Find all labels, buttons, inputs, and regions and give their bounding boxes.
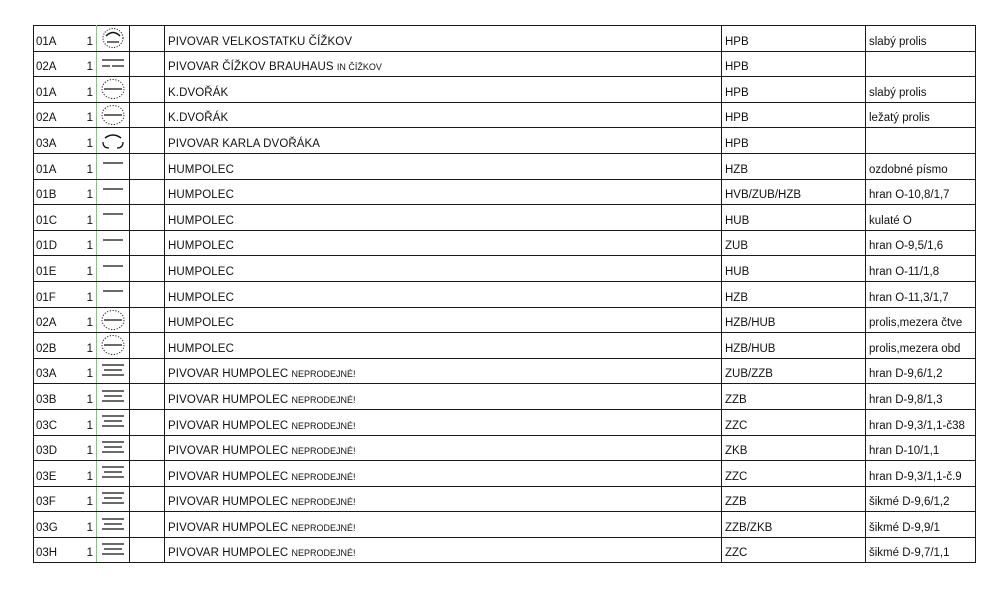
row-note [866,51,976,77]
row-name-main: PIVOVAR HUMPOLEC [168,393,289,406]
row-name [165,26,722,52]
oval-dotted-line-icon [97,308,129,332]
row-name-sub: NEPRODEJNÉ! [291,497,356,508]
row-name-sub: IN ČÍŽKOV [336,62,382,73]
row-name-sub: NEPRODEJNÉ! [291,446,356,457]
row-code: 03A [34,358,72,384]
row-note: kulaté O [866,205,976,231]
row-name [165,461,722,487]
row-type: HPB [722,26,866,52]
empty-cell [130,409,165,435]
row-name-main: HUMPOLEC [168,317,234,330]
row-note: hran O-11,3/1,7 [866,281,976,307]
row-quantity: 1 [72,205,97,231]
arc-icon [97,129,129,153]
row-code: 03B [34,384,72,410]
table-row [34,153,976,179]
row-note: prolis,mezera čtve [866,307,976,333]
row-name [165,384,722,410]
single-line-icon [97,180,129,204]
row-quantity: 1 [72,333,97,359]
row-type: ZZB [722,384,866,410]
row-code: 03H [34,537,72,563]
row-quantity: 1 [72,128,97,154]
table-row [34,256,976,282]
row-type: HVB/ZUB/HZB [722,179,866,205]
table-row [34,128,976,154]
row-quantity: 1 [72,435,97,461]
empty-cell [130,77,165,103]
oval-circle-icon [97,26,129,50]
catalog-body [34,26,976,563]
row-note: hran D-9,6/1,2 [866,358,976,384]
row-name [165,153,722,179]
row-name-main: HUMPOLEC [168,163,234,176]
empty-cell [130,486,165,512]
row-code: 01E [34,256,72,282]
row-name-main: PIVOVAR HUMPOLEC [168,368,289,381]
row-type: HZB [722,153,866,179]
row-note: šikmé D-9,9/1 [866,512,976,538]
row-name [165,205,722,231]
row-quantity: 1 [72,409,97,435]
row-code: 03D [34,435,72,461]
table-row [34,26,976,52]
row-note: hran O-10,8/1,7 [866,179,976,205]
empty-cell [130,281,165,307]
empty-cell [130,51,165,77]
single-line-icon [97,205,129,229]
row-code: 03A [34,128,72,154]
row-note: hran D-9,8/1,3 [866,384,976,410]
row-code: 03F [34,486,72,512]
empty-cell [130,333,165,359]
row-quantity: 1 [72,537,97,563]
row-name-main: K.DVOŘÁK [168,86,229,99]
row-note: hran O-11/1,8 [866,256,976,282]
row-name [165,77,722,103]
row-quantity: 1 [72,512,97,538]
triple-line-icon [97,487,129,511]
table-row [34,205,976,231]
empty-cell [130,102,165,128]
single-line-icon [97,231,129,255]
oval-dotted-line-icon [97,103,129,127]
row-code: 02A [34,307,72,333]
row-name [165,51,722,77]
row-name-sub: NEPRODEJNÉ! [291,394,356,405]
table-row [34,281,976,307]
table-row [34,333,976,359]
row-code: 03C [34,409,72,435]
table-row [34,77,976,103]
empty-cell [130,537,165,563]
row-note: šikmé D-9,6/1,2 [866,486,976,512]
row-code: 01C [34,205,72,231]
triple-line-icon [97,513,129,537]
row-quantity: 1 [72,281,97,307]
table-row [34,409,976,435]
triple-line-icon [97,410,129,434]
row-name [165,435,722,461]
empty-cell [130,384,165,410]
row-name-main: HUMPOLEC [168,342,234,355]
row-code: 01A [34,77,72,103]
row-quantity: 1 [72,179,97,205]
empty-cell [130,461,165,487]
empty-cell [130,358,165,384]
catalog-table [33,25,976,563]
row-type: ZZC [722,409,866,435]
row-name-main: K.DVOŘÁK [168,112,229,125]
row-code: 02A [34,102,72,128]
row-note: slabý prolis [866,77,976,103]
row-note: slabý prolis [866,26,976,52]
row-note: ozdobné písmo [866,153,976,179]
row-note: hran D-9,3/1,1-č38 [866,409,976,435]
single-line-icon [97,282,129,306]
row-name-sub: NEPRODEJNÉ! [291,471,356,482]
row-name [165,128,722,154]
row-name [165,486,722,512]
row-name [165,512,722,538]
row-name [165,230,722,256]
empty-cell [130,205,165,231]
row-name-main: PIVOVAR HUMPOLEC [168,521,289,534]
row-quantity: 1 [72,486,97,512]
oval-dotted-line-icon [97,333,129,357]
row-type: HUB [722,205,866,231]
row-quantity: 1 [72,77,97,103]
row-name-main: PIVOVAR VELKOSTATKU ČÍŽKOV [168,35,353,48]
row-name [165,256,722,282]
row-note: ležatý prolis [866,102,976,128]
row-name [165,179,722,205]
row-name-sub: NEPRODEJNÉ! [291,420,356,431]
row-code: 02B [34,333,72,359]
row-quantity: 1 [72,51,97,77]
row-name-main: HUMPOLEC [168,189,234,202]
table-row [34,486,976,512]
row-type: HZB/HUB [722,307,866,333]
row-code: 02A [34,51,72,77]
empty-cell [130,179,165,205]
row-name [165,409,722,435]
single-line-icon [97,257,129,281]
row-type: HPB [722,102,866,128]
row-type: ZZC [722,537,866,563]
row-code: 01A [34,153,72,179]
row-name-main: PIVOVAR HUMPOLEC [168,445,289,458]
table-row [34,51,976,77]
empty-cell [130,307,165,333]
empty-cell [130,512,165,538]
row-note: hran O-9,5/1,6 [866,230,976,256]
table-row [34,102,976,128]
table-row [34,512,976,538]
row-type: HPB [722,77,866,103]
table-row [34,384,976,410]
row-type: HPB [722,128,866,154]
row-quantity: 1 [72,230,97,256]
row-name [165,307,722,333]
row-quantity: 1 [72,256,97,282]
row-quantity: 1 [72,26,97,52]
row-name [165,281,722,307]
row-quantity: 1 [72,307,97,333]
row-name-main: HUMPOLEC [168,214,234,227]
row-type: HUB [722,256,866,282]
triple-line-icon [97,436,129,460]
row-name-main: PIVOVAR HUMPOLEC [168,470,289,483]
row-name-sub: NEPRODEJNÉ! [291,369,356,380]
single-line-icon [97,154,129,178]
row-note: hran D-9,3/1,1-č.9 [866,461,976,487]
table-row [34,230,976,256]
row-code: 01F [34,281,72,307]
row-name-sub: NEPRODEJNÉ! [291,548,356,559]
row-type: HZB/HUB [722,333,866,359]
empty-cell [130,153,165,179]
empty-cell [130,256,165,282]
row-code: 01B [34,179,72,205]
table-row [34,307,976,333]
row-name [165,537,722,563]
table-row [34,358,976,384]
row-name [165,333,722,359]
row-quantity: 1 [72,153,97,179]
row-type: ZZB/ZKB [722,512,866,538]
row-quantity: 1 [72,102,97,128]
row-note: hran D-10/1,1 [866,435,976,461]
triple-line-icon [97,461,129,485]
row-name-main: HUMPOLEC [168,291,234,304]
table-row [34,435,976,461]
row-type: ZUB/ZZB [722,358,866,384]
row-name-main: PIVOVAR HUMPOLEC [168,547,289,560]
row-type: HPB [722,51,866,77]
row-type: ZZB [722,486,866,512]
triple-line-icon [97,385,129,409]
row-name-main: PIVOVAR HUMPOLEC [168,496,289,509]
triple-line-icon [97,538,129,562]
empty-cell [130,128,165,154]
row-note: šikmé D-9,7/1,1 [866,537,976,563]
row-quantity: 1 [72,384,97,410]
row-code: 03G [34,512,72,538]
row-code: 01A [34,26,72,52]
row-type: HZB [722,281,866,307]
table-row [34,179,976,205]
row-name [165,358,722,384]
row-name-sub: NEPRODEJNÉ! [291,522,356,533]
row-name-main: HUMPOLEC [168,240,234,253]
row-type: ZZC [722,461,866,487]
table-row [34,537,976,563]
triple-line-icon [97,359,129,383]
empty-cell [130,230,165,256]
table-row [34,461,976,487]
row-note: prolis,mezera obd [866,333,976,359]
row-quantity: 1 [72,461,97,487]
double-line-icon [97,52,129,76]
row-name [165,102,722,128]
row-code: 03E [34,461,72,487]
row-quantity: 1 [72,358,97,384]
row-name-main: HUMPOLEC [168,265,234,278]
row-type: ZUB [722,230,866,256]
oval-dotted-line-icon [97,77,129,101]
row-type: ZKB [722,435,866,461]
row-name-main: PIVOVAR KARLA DVOŘÁKA [168,137,321,150]
empty-cell [130,26,165,52]
empty-cell [130,435,165,461]
row-name-main: PIVOVAR ČÍŽKOV BRAUHAUS [168,61,334,74]
row-name-main: PIVOVAR HUMPOLEC [168,419,289,432]
row-code: 01D [34,230,72,256]
row-note [866,128,976,154]
